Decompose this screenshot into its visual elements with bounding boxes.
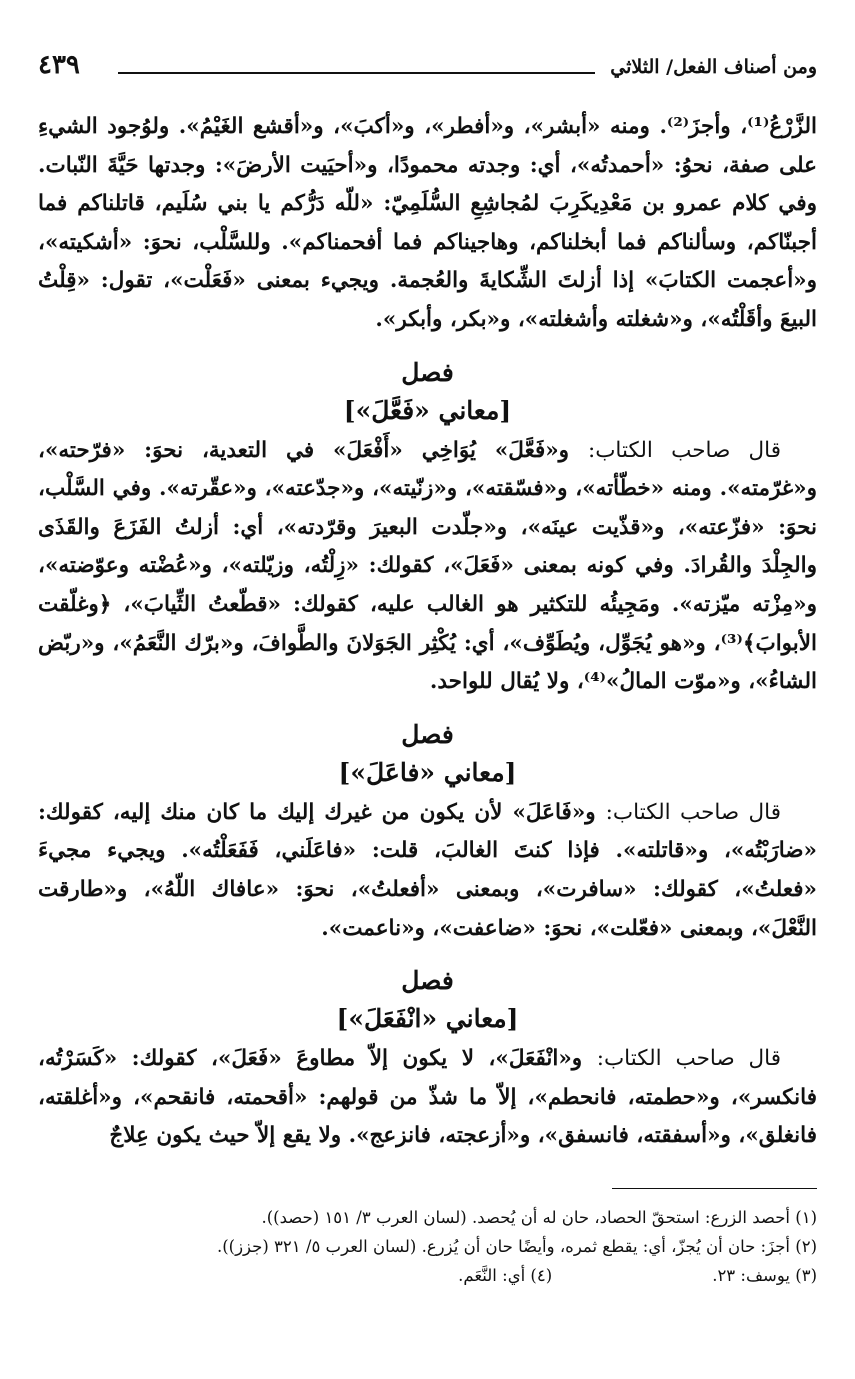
section-title: فصل <box>401 719 454 749</box>
section-paragraph <box>38 794 817 948</box>
paragraph-lead: قال صاحب الكتاب: <box>596 1046 782 1072</box>
paragraph-body: و«انْفَعَلَ»، لا يكون إلاّ مطاوعَ «فَعَلَ»، كقولك: «كَسَرْتُه، فانكسر»، و«حطمته، فانحطم»، إلاّ ما شذّ من قولهم: «أقحمته، فانقحم»، و«أغلقته، فانغلق»، و«أسفقته، فانسفق»، و«أزعجته، فانزعج». ولا يقع إلاّ حيث يكون عِلاجٌ <box>38 1046 817 1149</box>
section-title: فصل <box>401 966 454 996</box>
running-header <box>38 50 817 86</box>
section-infaala <box>38 962 817 1156</box>
header-rule <box>118 72 595 74</box>
main-text <box>38 108 817 1156</box>
footnote-1: (١) أحصد الزرع: استحقّ الحصاد، حان له أن يُحصد. (لسان العرب ٣/ ١٥١ (حصد)). <box>261 1208 817 1227</box>
footnote-2: (٢) أجزَ: حان أن يُجزّ، أي: يقطع ثمره، وأيضًا حان أن يُزرع. (لسان العرب ٥/ ٣٢١ (جزز)). <box>216 1237 817 1256</box>
intro-paragraph: الزَّرْعُ⁽¹⁾، وأجزَ⁽²⁾. ومنه «أبشر»، و«أفطر»، و«أكبَ»، و«أقشع الغَيْمُ». ولوُجود الشيءِ على صفة، نحوُ: «أحمدتُه»، أي: وجدته محمودًا، و«أحيَيت الأرضَ»: وجدتها حَيَّةَ النّبات. وفي كلام عمرو بن مَعْدِيكَرِبَ لمُجاشِعِ السُّلَمِيّ: «للّه دَرُّكم يا بني سُلَيم، قاتلناكم فما أجبنّاكم، وسألناكم فما أبخلناكم، وهاجيناكم فما أفحمناكم». وللسَّلْب، نحوَ: «أشكيته»، و«أعجمت الكتابَ» إذا أزلتَ الشِّكايةَ والعُجمة. ويجيء بمعنى «فَعَلْت»، تقول: «قِلْتُ البيعَ وأقَلْتُه»، و«شغلته وأشغلته»، و«بكر، وأبكر». <box>38 114 817 332</box>
section-faala-2 <box>38 716 817 948</box>
section-paragraph <box>38 432 817 702</box>
footnote-rule <box>612 1188 817 1189</box>
section-faala <box>38 354 817 702</box>
footnote-3: (٣) يوسف: ٢٣. <box>712 1266 817 1285</box>
paragraph-lead: قال صاحب الكتاب: <box>587 437 782 463</box>
paragraph-lead: قال صاحب الكتاب: <box>605 799 781 825</box>
section-subtitle: [معاني «انْفَعَلَ»] <box>336 1004 519 1034</box>
section-subtitle: [معاني «فَعَّلَ»] <box>343 395 512 425</box>
footnote-row <box>38 1261 817 1290</box>
section-paragraph <box>38 1040 817 1156</box>
footnotes <box>38 1188 817 1290</box>
footnote-4: (٤) أي: النَّعَم. <box>458 1266 553 1285</box>
page-number: ٤٣٩ <box>38 50 80 80</box>
running-title: ومن أصناف الفعل/ الثلاثي <box>610 56 817 78</box>
section-subtitle: [معاني «فاعَلَ»] <box>338 757 517 787</box>
paragraph-body: و«فَاعَلَ» لأن يكون من غيرك إليك ما كان منك إليه، كقولك: «ضارَبْتُه»، و«قاتلته». فإذا كنتَ الغالبَ، قلت: «فاعَلَني، فَفَعَلْتُه». ويجيء مجيءَ «فعلتُ»، كقولك: «سافرت»، وبمعنى «أفعلتُ»، نحوَ: «عافاك اللّهُ»، و«طارقت النَّعْلَ»، وبمعنى «فعّلت»، نحوَ: «ضاعفت»، و«ناعمت». <box>38 799 817 941</box>
section-title: فصل <box>401 357 454 387</box>
paragraph-body: و«فَعَّلَ» يُوَاخِي «أَفْعَلَ» في التعدية، نحوَ: «فرّحته»، و«غرّمته». ومنه «خطّأته»، و«فسّقته»، و«زنّيته»، و«جدّعته»، و«عقّرته». وفي السَّلْب، نحوَ: «فزّعته»، و«قذّيت عينَه»، و«جلّدت البعيرَ وقرّدته»، أي: أزلتُ الفَزَعَ والقَذَى والجِلْدَ والقُرادَ. وفي كونه بمعنى «فَعَلَ»، كقولك: «زِلْتُه، وزيّلته»، و«عُضْته وعوّضته»، و«مِزْته ميّزته». ومَجِيئُه للتكثير هو الغالب عليه، كقولك: «قطّعتُ الثِّيابَ»، ﴿وغلّقت الأبوابَ﴾⁽³⁾، و«هو يُجَوِّل، ويُطَوِّف»، أي: يُكْثِر الجَوَلانَ والطَّوافَ، و«برّك النَّعَمُ»، و«ربّض الشاءُ»، و«موّت المالُ»⁽⁴⁾، ولا يُقال للواحد. <box>38 437 817 695</box>
footnote-list <box>38 1203 817 1290</box>
